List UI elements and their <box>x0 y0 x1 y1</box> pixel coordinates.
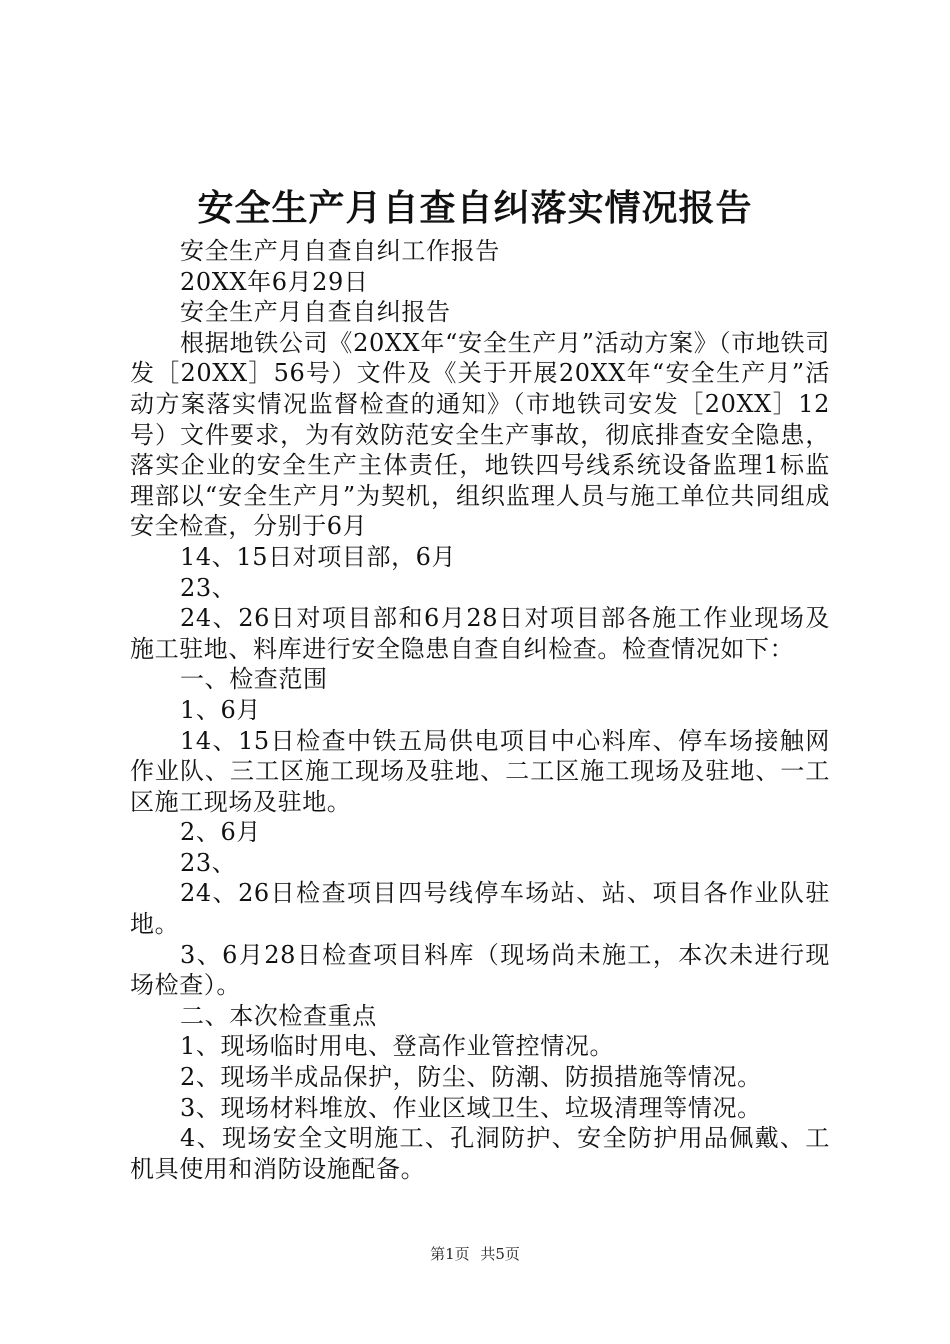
paragraph: 1、6月 <box>180 695 261 724</box>
paragraph: 23、 <box>180 573 237 602</box>
list-item: 3、现场材料堆放、作业区域卫生、垃圾清理等情况。 <box>180 1093 762 1122</box>
paragraph: 24、26日检查项目四号线停车场站、站、项目各作业队驻地。 <box>130 879 830 939</box>
page-footer <box>0 1243 950 1265</box>
paragraph: 24、26日对项目部和6月28日对项目部各施工作业现场及施工驻地、料库进行安全隐患自查自纠检查。检查情况如下： <box>130 604 830 663</box>
list-item: 4、现场安全文明施工、孔洞防护、安全防护用品佩戴、工机具使用和消防设施配备。 <box>130 1124 830 1183</box>
document-title: 安全生产月自查自纠落实情况报告 <box>197 187 753 229</box>
page-total: 共5页 <box>480 1245 520 1263</box>
paragraph: 根据地铁公司《20XX年“安全生产月”活动方案》（市地铁司发［20XX］56号）文件及《关于开展20XX年“安全生产月”活动方案落实情况监督检查的通知》（市地铁司安发［20XX］12号）文件要求，为有效防范安全生产事故，彻底排查安全隐患，落实企业的安全生产主体责任，地铁四号线系统设备监理1标监理部以“安全生产月”为契机，组织监理人员与施工单位共同组成安全检查，分别于6月 <box>130 328 830 541</box>
paragraph: 14、15日对项目部，6月 <box>180 542 457 571</box>
page-number: 第1页 <box>430 1245 470 1263</box>
paragraph: 2、6月 <box>180 818 261 847</box>
document-body <box>130 236 830 1184</box>
section-heading: 二、本次检查重点 <box>180 1001 377 1030</box>
paragraph: 14、15日检查中铁五局供电项目中心料库、停车场接触网作业队、三工区施工现场及驻地、二工区施工现场及驻地、一工区施工现场及驻地。 <box>130 726 830 816</box>
paragraph: 安全生产月自查自纠工作报告 <box>180 237 500 265</box>
list-item: 2、现场半成品保护，防尘、防潮、防损措施等情况。 <box>180 1063 762 1092</box>
paragraph: 3、6月28日检查项目料库（现场尚未施工，本次未进行现场检查）。 <box>130 940 830 1000</box>
paragraph: 23、 <box>180 848 237 877</box>
section-heading: 一、检查范围 <box>180 665 328 694</box>
list-item: 1、现场临时用电、登高作业管控情况。 <box>180 1032 615 1061</box>
paragraph: 安全生产月自查自纠报告 <box>180 298 451 327</box>
paragraph: 20XX年6月29日 <box>180 267 369 296</box>
